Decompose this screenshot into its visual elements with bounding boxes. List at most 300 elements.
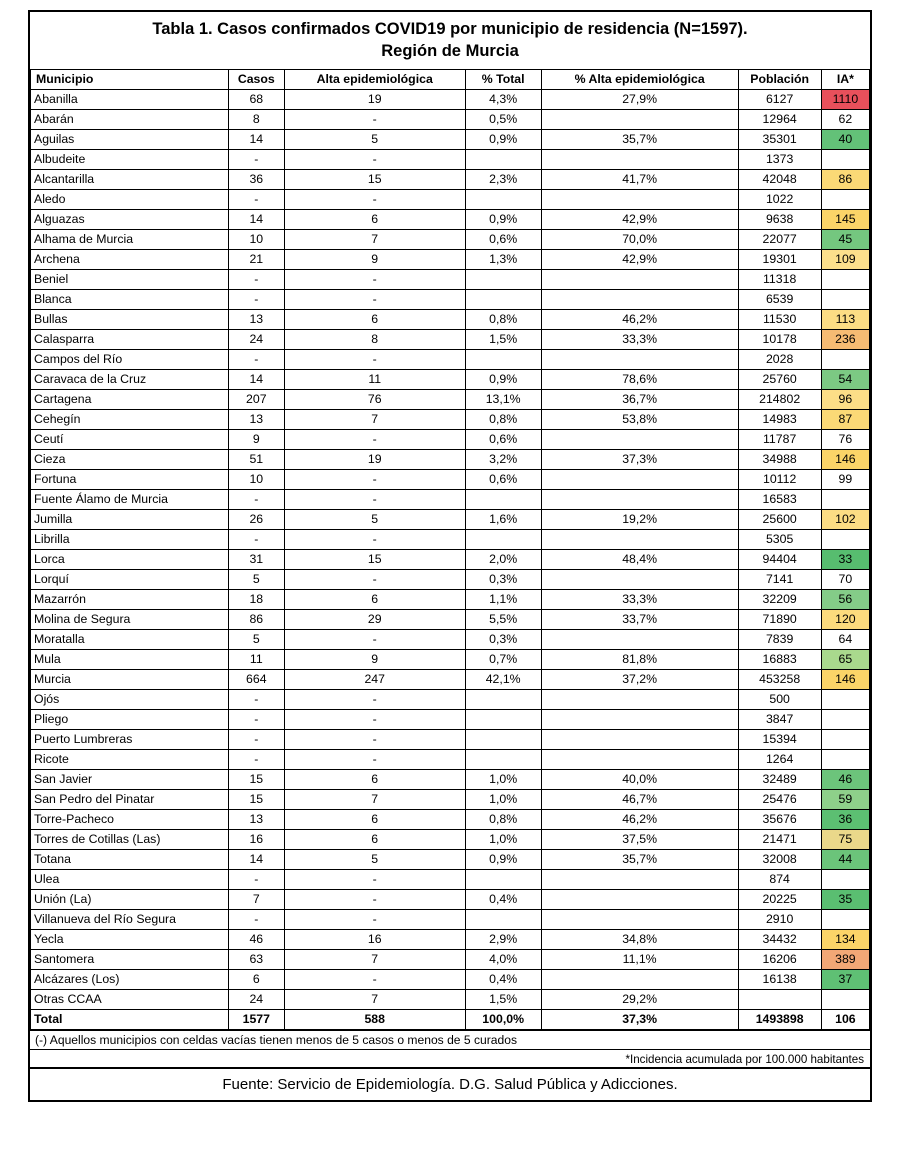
cell-poblacion: 5305: [738, 529, 821, 549]
cell-alta: 7: [284, 409, 465, 429]
cell-municipio: Cartagena: [31, 389, 229, 409]
table-title-line1: Tabla 1. Casos confirmados COVID19 por municipio de residencia (N=1597).: [152, 20, 748, 38]
cell-municipio: Ricote: [31, 749, 229, 769]
cell-municipio: Torre-Pacheco: [31, 809, 229, 829]
cell-poblacion: 11318: [738, 269, 821, 289]
cell-municipio: Abanilla: [31, 89, 229, 109]
cell-poblacion: 10178: [738, 329, 821, 349]
cell-poblacion: 874: [738, 869, 821, 889]
cell-alta: 7: [284, 989, 465, 1009]
cell-alta: 6: [284, 589, 465, 609]
table-row: [31, 469, 870, 489]
cell-pct-alta: [541, 429, 738, 449]
cell-casos: -: [228, 709, 284, 729]
cell-pct-alta: 37,3%: [541, 449, 738, 469]
cell-casos: 9: [228, 429, 284, 449]
cell-poblacion: 94404: [738, 549, 821, 569]
cell-municipio: Pliego: [31, 709, 229, 729]
table-row: [31, 489, 870, 509]
table-row: [31, 649, 870, 669]
cell-alta: -: [284, 529, 465, 549]
cell-municipio: Alguazas: [31, 209, 229, 229]
cell-pct-alta: [541, 269, 738, 289]
cell-pct-total: [465, 709, 541, 729]
cell-pct-total: 0,9%: [465, 369, 541, 389]
cell-pct-alta: 27,9%: [541, 89, 738, 109]
covid-cases-table: [30, 69, 870, 1030]
cell-pct-total: 0,8%: [465, 409, 541, 429]
cell-pct-alta: [541, 709, 738, 729]
cell-poblacion: 6539: [738, 289, 821, 309]
cell-pct-alta: [541, 489, 738, 509]
cell-alta: -: [284, 729, 465, 749]
cell-municipio: Caravaca de la Cruz: [31, 369, 229, 389]
cell-poblacion: 20225: [738, 889, 821, 909]
cell-pct-total: 0,6%: [465, 429, 541, 449]
cell-ia: 56: [821, 589, 869, 609]
cell-pct-total: 0,3%: [465, 569, 541, 589]
cell-pct-total: [465, 529, 541, 549]
cell-pct-alta: [541, 349, 738, 369]
cell-alta: -: [284, 969, 465, 989]
cell-municipio: Torres de Cotillas (Las): [31, 829, 229, 849]
cell-alta: 76: [284, 389, 465, 409]
cell-casos: -: [228, 269, 284, 289]
cell-casos: -: [228, 749, 284, 769]
cell-poblacion: 14983: [738, 409, 821, 429]
cell-pct-total: 0,6%: [465, 469, 541, 489]
cell-pct-total: 0,9%: [465, 849, 541, 869]
cell-casos: 46: [228, 929, 284, 949]
cell-pct-total: 1,0%: [465, 769, 541, 789]
cell-poblacion: 7141: [738, 569, 821, 589]
cell-pct-alta: 37,2%: [541, 669, 738, 689]
cell-pct-alta: 36,7%: [541, 389, 738, 409]
cell-pct-total: 0,7%: [465, 649, 541, 669]
table-row: [31, 89, 870, 109]
cell-alta: 9: [284, 249, 465, 269]
cell-pct-total: 0,8%: [465, 809, 541, 829]
cell-alta: 7: [284, 949, 465, 969]
cell-pct-total: 1,0%: [465, 829, 541, 849]
column-header-poblacion: Población: [738, 69, 821, 89]
cell-pct-total: 4,0%: [465, 949, 541, 969]
table-row: [31, 529, 870, 549]
cell-poblacion: 71890: [738, 609, 821, 629]
cell-pct-total: 0,9%: [465, 129, 541, 149]
cell-poblacion: 1022: [738, 189, 821, 209]
table-row: [31, 329, 870, 349]
cell-alta: -: [284, 869, 465, 889]
cell-ia: 76: [821, 429, 869, 449]
cell-pct-total: [465, 149, 541, 169]
table-row: [31, 589, 870, 609]
cell-pct-alta: 53,8%: [541, 409, 738, 429]
cell-ia: [821, 869, 869, 889]
cell-casos: 63: [228, 949, 284, 969]
table-row: [31, 109, 870, 129]
cell-pct-total: 4,3%: [465, 89, 541, 109]
cell-pct-total: 13,1%: [465, 389, 541, 409]
cell-pct-total: 1,0%: [465, 789, 541, 809]
cell-municipio: Mazarrón: [31, 589, 229, 609]
table-title: [30, 12, 870, 69]
table-source: Fuente: Servicio de Epidemiología. D.G. Salud Pública y Adicciones.: [222, 1075, 678, 1093]
cell-pct-total: [465, 269, 541, 289]
table-row: [31, 969, 870, 989]
cell-pct-alta: 81,8%: [541, 649, 738, 669]
cell-casos: 21: [228, 249, 284, 269]
cell-municipio: Cehegín: [31, 409, 229, 429]
cell-ia: [821, 909, 869, 929]
cell-ia: 70: [821, 569, 869, 589]
cell-pct-alta: [541, 689, 738, 709]
table-row: [31, 549, 870, 569]
cell-poblacion: 32209: [738, 589, 821, 609]
cell-casos: -: [228, 729, 284, 749]
cell-municipio: Jumilla: [31, 509, 229, 529]
cell-municipio: Campos del Río: [31, 349, 229, 369]
cell-pct-total: 1,5%: [465, 989, 541, 1009]
table-row: [31, 909, 870, 929]
cell-pct-alta: 78,6%: [541, 369, 738, 389]
cell-municipio: Molina de Segura: [31, 609, 229, 629]
cell-ia: [821, 709, 869, 729]
cell-pct-alta: 33,3%: [541, 589, 738, 609]
cell-municipio: Lorca: [31, 549, 229, 569]
cell-casos: 7: [228, 889, 284, 909]
cell-ia: 62: [821, 109, 869, 129]
cell-municipio: San Pedro del Pinatar: [31, 789, 229, 809]
cell-municipio: Mula: [31, 649, 229, 669]
table-body: [31, 89, 870, 1029]
cell-alta: 5: [284, 129, 465, 149]
cell-poblacion: 34432: [738, 929, 821, 949]
cell-poblacion: 2028: [738, 349, 821, 369]
cell-alta: 6: [284, 769, 465, 789]
cell-alta: -: [284, 889, 465, 909]
cell-municipio: Unión (La): [31, 889, 229, 909]
table-title-line2: Región de Murcia: [381, 41, 519, 60]
table-row: [31, 369, 870, 389]
cell-casos: 18: [228, 589, 284, 609]
cell-poblacion: 11530: [738, 309, 821, 329]
cell-casos: 14: [228, 849, 284, 869]
cell-ia: [821, 349, 869, 369]
cell-ia: [821, 269, 869, 289]
cell-pct-total: [465, 489, 541, 509]
cell-ia: 65: [821, 649, 869, 669]
table-row: [31, 689, 870, 709]
table-row: [31, 389, 870, 409]
cell-casos: 207: [228, 389, 284, 409]
cell-municipio: Fuente Álamo de Murcia: [31, 489, 229, 509]
cell-ia: [821, 189, 869, 209]
cell-pct-total: [465, 729, 541, 749]
cell-poblacion: 2910: [738, 909, 821, 929]
cell-municipio: Calasparra: [31, 329, 229, 349]
table-notes: [30, 1030, 870, 1069]
cell-ia: [821, 529, 869, 549]
total-cell-municipio: Total: [31, 1009, 229, 1029]
cell-pct-alta: [541, 109, 738, 129]
cell-municipio: San Javier: [31, 769, 229, 789]
cell-poblacion: 16583: [738, 489, 821, 509]
cell-municipio: Archena: [31, 249, 229, 269]
cell-pct-alta: [541, 569, 738, 589]
table-row: [31, 809, 870, 829]
cell-municipio: Alhama de Murcia: [31, 229, 229, 249]
cell-poblacion: 1373: [738, 149, 821, 169]
cell-ia: 40: [821, 129, 869, 149]
cell-ia: 96: [821, 389, 869, 409]
cell-poblacion: 10112: [738, 469, 821, 489]
cell-pct-total: 1,6%: [465, 509, 541, 529]
total-cell-casos: 1577: [228, 1009, 284, 1029]
cell-casos: -: [228, 909, 284, 929]
cell-poblacion: 42048: [738, 169, 821, 189]
cell-casos: 664: [228, 669, 284, 689]
cell-municipio: Lorquí: [31, 569, 229, 589]
cell-pct-total: 2,0%: [465, 549, 541, 569]
cell-ia: 99: [821, 469, 869, 489]
cell-casos: 10: [228, 469, 284, 489]
table-row: [31, 189, 870, 209]
cell-pct-alta: [541, 749, 738, 769]
cell-alta: 15: [284, 549, 465, 569]
cell-pct-alta: [541, 469, 738, 489]
cell-poblacion: 1264: [738, 749, 821, 769]
cell-alta: 19: [284, 89, 465, 109]
cell-ia: [821, 749, 869, 769]
table-row: [31, 429, 870, 449]
cell-pct-alta: [541, 629, 738, 649]
cell-alta: -: [284, 269, 465, 289]
cell-ia: 75: [821, 829, 869, 849]
cell-casos: 13: [228, 809, 284, 829]
cell-alta: 19: [284, 449, 465, 469]
cell-casos: -: [228, 189, 284, 209]
table-row: [31, 769, 870, 789]
cell-casos: 5: [228, 629, 284, 649]
cell-municipio: Alcázares (Los): [31, 969, 229, 989]
cell-pct-alta: 46,7%: [541, 789, 738, 809]
cell-alta: 5: [284, 849, 465, 869]
cell-pct-alta: 29,2%: [541, 989, 738, 1009]
cell-ia: 1110: [821, 89, 869, 109]
cell-ia: 389: [821, 949, 869, 969]
cell-poblacion: 21471: [738, 829, 821, 849]
cell-casos: -: [228, 689, 284, 709]
cell-casos: 14: [228, 209, 284, 229]
table-row: [31, 209, 870, 229]
cell-municipio: Moratalla: [31, 629, 229, 649]
cell-ia: 134: [821, 929, 869, 949]
cell-poblacion: 12964: [738, 109, 821, 129]
cell-poblacion: 3847: [738, 709, 821, 729]
cell-pct-alta: 35,7%: [541, 849, 738, 869]
cell-ia: [821, 489, 869, 509]
cell-municipio: Santomera: [31, 949, 229, 969]
table-row: [31, 569, 870, 589]
cell-pct-total: 1,1%: [465, 589, 541, 609]
cell-alta: -: [284, 689, 465, 709]
cell-pct-total: 0,8%: [465, 309, 541, 329]
cell-municipio: Aledo: [31, 189, 229, 209]
cell-pct-alta: 48,4%: [541, 549, 738, 569]
cell-casos: 8: [228, 109, 284, 129]
cell-pct-alta: 37,5%: [541, 829, 738, 849]
cell-alta: -: [284, 469, 465, 489]
cell-alta: -: [284, 429, 465, 449]
cell-alta: 7: [284, 229, 465, 249]
cell-pct-alta: 42,9%: [541, 209, 738, 229]
cell-casos: -: [228, 869, 284, 889]
column-header-casos: Casos: [228, 69, 284, 89]
cell-pct-total: [465, 689, 541, 709]
cell-pct-alta: 33,3%: [541, 329, 738, 349]
cell-pct-total: 0,5%: [465, 109, 541, 129]
cell-pct-alta: 34,8%: [541, 929, 738, 949]
cell-casos: -: [228, 149, 284, 169]
table-row: [31, 709, 870, 729]
cell-municipio: Alcantarilla: [31, 169, 229, 189]
cell-poblacion: 16883: [738, 649, 821, 669]
cell-municipio: Otras CCAA: [31, 989, 229, 1009]
cell-casos: 13: [228, 409, 284, 429]
cell-casos: 14: [228, 369, 284, 389]
cell-alta: 8: [284, 329, 465, 349]
cell-municipio: Ceutí: [31, 429, 229, 449]
cell-casos: 15: [228, 769, 284, 789]
cell-pct-alta: [541, 149, 738, 169]
cell-alta: 6: [284, 809, 465, 829]
table-row: [31, 889, 870, 909]
cell-poblacion: 25476: [738, 789, 821, 809]
cell-pct-alta: [541, 889, 738, 909]
cell-casos: 51: [228, 449, 284, 469]
table-row: [31, 949, 870, 969]
cell-municipio: Beniel: [31, 269, 229, 289]
cell-pct-alta: 46,2%: [541, 309, 738, 329]
cell-ia: 145: [821, 209, 869, 229]
cell-alta: 11: [284, 369, 465, 389]
cell-casos: 68: [228, 89, 284, 109]
cell-casos: 31: [228, 549, 284, 569]
cell-casos: 16: [228, 829, 284, 849]
cell-pct-total: [465, 869, 541, 889]
cell-poblacion: 32008: [738, 849, 821, 869]
cell-ia: 87: [821, 409, 869, 429]
cell-ia: 102: [821, 509, 869, 529]
cell-pct-total: 0,4%: [465, 969, 541, 989]
cell-municipio: Murcia: [31, 669, 229, 689]
cell-casos: 86: [228, 609, 284, 629]
cell-ia: 59: [821, 789, 869, 809]
table-row: [31, 249, 870, 269]
cell-ia: 236: [821, 329, 869, 349]
cell-alta: 247: [284, 669, 465, 689]
total-cell-ia: 106: [821, 1009, 869, 1029]
table-row: [31, 669, 870, 689]
cell-ia: [821, 689, 869, 709]
cell-ia: 45: [821, 229, 869, 249]
cell-alta: 6: [284, 829, 465, 849]
table-row: [31, 729, 870, 749]
column-header-alta: Alta epidemiológica: [284, 69, 465, 89]
total-cell-pct-alta: 37,3%: [541, 1009, 738, 1029]
total-cell-alta: 588: [284, 1009, 465, 1029]
cell-poblacion: 16206: [738, 949, 821, 969]
table-header-row: [31, 69, 870, 89]
cell-alta: 7: [284, 789, 465, 809]
cell-ia: 33: [821, 549, 869, 569]
cell-alta: -: [284, 569, 465, 589]
cell-poblacion: 25760: [738, 369, 821, 389]
cell-pct-alta: [541, 729, 738, 749]
cell-pct-alta: 46,2%: [541, 809, 738, 829]
cell-pct-total: 5,5%: [465, 609, 541, 629]
cell-poblacion: 35301: [738, 129, 821, 149]
column-header-pct-total: % Total: [465, 69, 541, 89]
cell-casos: 24: [228, 329, 284, 349]
cell-municipio: Ojós: [31, 689, 229, 709]
table-row: [31, 309, 870, 329]
cell-pct-total: 1,3%: [465, 249, 541, 269]
cell-alta: 29: [284, 609, 465, 629]
cell-ia: 113: [821, 309, 869, 329]
cell-municipio: Totana: [31, 849, 229, 869]
table-row: [31, 989, 870, 1009]
cell-pct-alta: 19,2%: [541, 509, 738, 529]
cell-alta: 6: [284, 309, 465, 329]
cell-ia: [821, 289, 869, 309]
cell-ia: [821, 729, 869, 749]
cell-pct-total: [465, 909, 541, 929]
cell-pct-total: 3,2%: [465, 449, 541, 469]
total-cell-poblacion: 1493898: [738, 1009, 821, 1029]
cell-casos: 14: [228, 129, 284, 149]
cell-alta: -: [284, 709, 465, 729]
cell-casos: 26: [228, 509, 284, 529]
cell-pct-alta: [541, 189, 738, 209]
table-frame: [28, 10, 872, 1102]
cell-municipio: Abarán: [31, 109, 229, 129]
cell-pct-total: [465, 349, 541, 369]
cell-pct-total: 0,3%: [465, 629, 541, 649]
cell-pct-total: 0,4%: [465, 889, 541, 909]
cell-alta: -: [284, 109, 465, 129]
cell-pct-total: 2,3%: [465, 169, 541, 189]
table-row: [31, 829, 870, 849]
cell-poblacion: 11787: [738, 429, 821, 449]
table-row: [31, 449, 870, 469]
cell-alta: -: [284, 289, 465, 309]
table-row: [31, 509, 870, 529]
cell-pct-alta: [541, 529, 738, 549]
cell-casos: 5: [228, 569, 284, 589]
cell-poblacion: 9638: [738, 209, 821, 229]
cell-municipio: Librilla: [31, 529, 229, 549]
cell-alta: -: [284, 629, 465, 649]
cell-municipio: Puerto Lumbreras: [31, 729, 229, 749]
cell-ia: [821, 149, 869, 169]
cell-poblacion: [738, 989, 821, 1009]
cell-poblacion: 22077: [738, 229, 821, 249]
cell-poblacion: 453258: [738, 669, 821, 689]
cell-poblacion: 214802: [738, 389, 821, 409]
cell-alta: -: [284, 489, 465, 509]
